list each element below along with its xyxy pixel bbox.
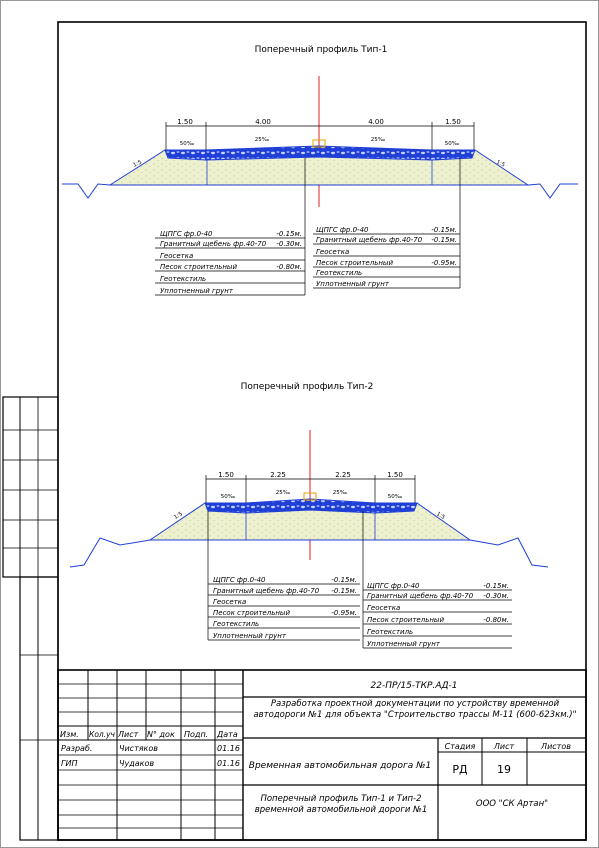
profile-2-slope-shoulder-right: 50‰ [387,494,403,500]
p2-left-layer-name: Уплотненный грунт [213,632,286,640]
p1-right-layer-value: -0.15м. [431,236,457,244]
sheets-label: Листов [541,742,571,751]
p1-left-layer-name: Гранитный щебень фр.40-70 [160,240,267,248]
sheet-label: Лист [493,742,515,751]
p1-right-layer-value: -0.15м. [431,226,457,234]
profile-1-dim-right-half: 4.00 [368,118,384,126]
profile-2-slope-embankment-left: 1:5 [173,511,184,521]
profile-1-slope-carriageway-right: 25‰ [370,137,386,143]
name-chief-engineer: Чудаков [119,759,155,768]
p1-left-layer-value: -0.30м. [276,240,302,248]
stage-value: РД [452,763,468,776]
profile-1-dim-left-shoulder: 1.50 [177,118,193,126]
project-title-box [246,699,584,737]
p2-right-layer-name: Геосетка [367,604,401,612]
p2-right-layer-name: Песок строительный [367,616,444,624]
title-block [58,670,586,840]
p2-right-layer-value: -0.30м. [483,592,509,600]
header-kol: Кол.уч [89,730,115,739]
p2-left-layer-name: Песок строительный [213,609,290,617]
profile-2-dim-right-half: 2.25 [335,471,351,479]
profile-type-2 [70,382,548,648]
profile-2-ditch-right [470,538,548,567]
p2-left-layer-name: Геосетка [213,598,247,606]
p2-left-layer-name: Геотекстиль [213,620,260,628]
drawing-name: Поперечный профиль Тип-1 и Тип-2 временной автомобильной дороги №1 [254,794,428,815]
header-list: Лист [118,730,139,739]
p2-left-layer-value: -0.15м. [331,576,357,584]
profile-1-slope-carriageway-left: 25‰ [254,137,270,143]
p1-right-layer-name: ЩПГС фр.0-40 [316,226,369,234]
p1-left-layer-name: Уплотненный грунт [160,287,233,295]
profile-1-slope-shoulder-right: 50‰ [444,141,460,147]
p2-right-layer-value: -0.80м. [483,616,509,624]
profile-1-slope-shoulder-left: 50‰ [179,141,195,147]
p2-right-layer-name: Гранитный щебень фр.40-70 [367,592,474,600]
profile-2-ditch-left [70,538,150,567]
name-developer: Чистяков [119,744,158,753]
p1-left-layer-name: Геосетка [160,252,194,260]
profile-2-slope-embankment-right: 1:5 [435,511,446,521]
profile-2-slope-shoulder-left: 50‰ [220,494,236,500]
sheet-value: 19 [497,763,511,776]
profile-2-slope-carriageway-left: 25‰ [275,490,291,496]
p1-right-layer-name: Гранитный щебень фр.40-70 [316,236,423,244]
p2-left-layer-value: -0.15м. [331,587,357,595]
role-developer: Разраб. [61,744,93,753]
p2-right-layer-name: Геотекстиль [367,628,414,636]
company-name: ООО "СК Артан" [475,799,549,809]
profile-1-ditch-left [62,184,110,198]
profile-1-ditch-right [528,184,578,198]
header-ndok: N° док [147,730,175,739]
profile-2-dim-left-shoulder: 1.50 [218,471,234,479]
p2-right-layer-value: -0.15м. [483,582,509,590]
date-developer: 01.16 [217,744,240,753]
p2-left-layer-name: ЩПГС фр.0-40 [213,576,266,584]
p2-left-layer-name: Гранитный щебень фр.40-70 [213,587,320,595]
profile-2-dim-right-shoulder: 1.50 [387,471,403,479]
header-podp: Подп. [184,730,209,739]
project-title: Разработка проектной документации по устройству временной автодороги №1 для объекта "Строительство трассы М-11 (600-623км.)" [253,699,577,720]
profile-type-1 [62,45,578,295]
p1-right-layer-name: Геосетка [316,248,350,256]
p1-right-layer-name: Уплотненный грунт [316,280,389,288]
p1-left-layer-name: Песок строительный [160,263,237,271]
p2-left-layer-value: -0.95м. [331,609,357,617]
header-izm: Изм. [60,730,79,739]
p1-right-layer-value: -0.95м. [431,259,457,267]
drawing-name-box [246,788,436,838]
p2-right-layer-name: ЩПГС фр.0-40 [367,582,420,590]
p1-left-layer-name: Геотекстиль [160,275,207,283]
profile-1-title: Поперечный профиль Тип-1 [254,45,388,55]
profile-2-slope-carriageway-right: 25‰ [332,490,348,496]
role-chief-engineer: ГИП [61,759,78,768]
p1-right-layer-name: Геотекстиль [316,269,363,277]
profile-2-title: Поперечный профиль Тип-2 [240,382,374,392]
document-code: 22-ПР/15-ТКР.АД-1 [370,681,458,691]
profile-1-dim-right-shoulder: 1.50 [445,118,461,126]
profile-1-slope-embankment-right: 1:5 [495,159,506,169]
header-data: Дата [217,730,238,739]
profile-1-dim-left-half: 4.00 [255,118,271,126]
date-chief-engineer: 01.16 [217,759,240,768]
p1-left-layer-value: -0.15м. [276,230,302,238]
profile-2-dim-left-half: 2.25 [270,471,286,479]
p1-right-layer-name: Песок строительный [316,259,393,267]
p1-left-layer-name: ЩПГС фр.0-40 [160,230,213,238]
p2-right-layer-name: Уплотненный грунт [367,640,440,648]
object-name: Временная автомобильная дорога №1 [248,761,432,771]
p1-left-layer-value: -0.80м. [276,263,302,271]
profile-1-slope-embankment-left: 1:5 [132,159,143,169]
side-strip [3,397,58,840]
stage-label: Стадия [444,742,476,751]
